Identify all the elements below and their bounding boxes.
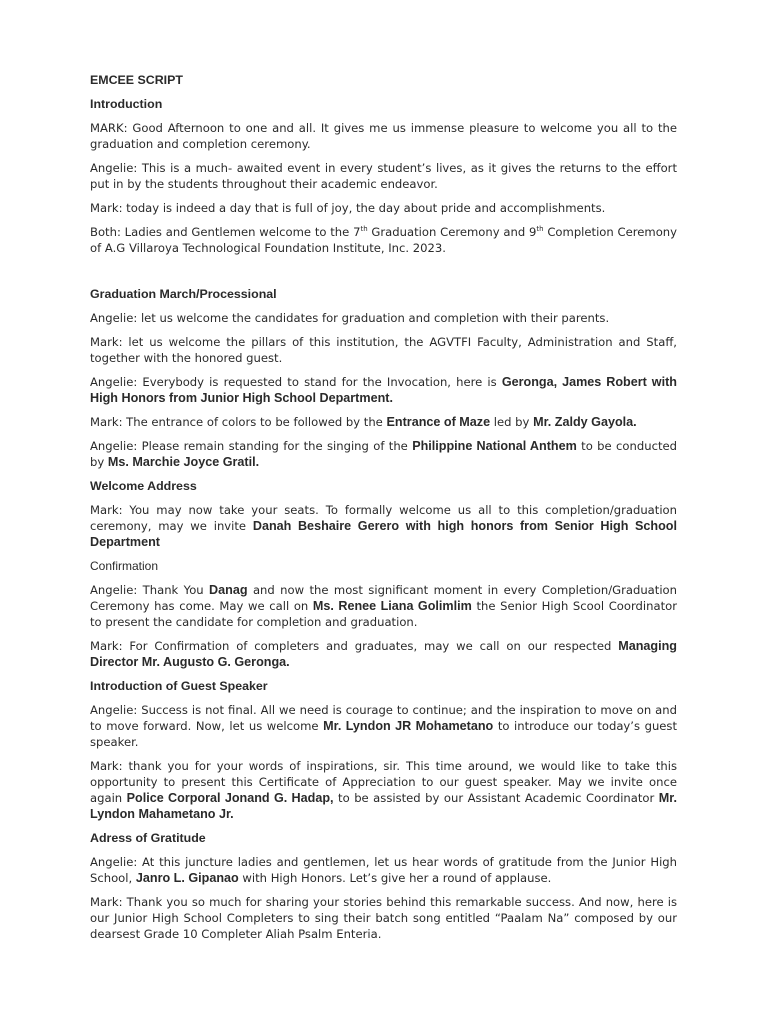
document-body — [90, 72, 677, 950]
text: Both: Ladies and Gentlemen welcome to the 7 — [90, 225, 361, 239]
emphasis: Philippine National Anthem — [412, 439, 577, 453]
section-heading-confirmation: Confirmation — [90, 559, 159, 573]
paragraph — [90, 224, 677, 256]
text: the Senior High Scool Coordinator to present the candidate for completion and graduation. — [90, 599, 677, 629]
emphasis: Police Corporal Jonand G. Hadap, — [126, 791, 334, 805]
paragraph — [90, 438, 677, 470]
text: Angelie: Please remain standing for the singing of the — [90, 439, 413, 453]
paragraph: Mark: Thank you so much for sharing your stories behind this remarkable success. And now, here is our Junior High School Completers to sing their batch song entitled “Paalam Na” composed by our dearsest Grade 10 Completer Aliah Psalm Enteria. — [90, 895, 677, 941]
text: Mark: thank you for your words of inspirations, sir. This time around, we would like to take this opportunity to present this Certificate of Appreciation to our guest speaker. May we invite once again — [90, 759, 677, 805]
emphasis: Ms. Renee Liana Golimlim — [312, 599, 472, 613]
paragraph — [90, 502, 677, 550]
paragraph: Mark: today is indeed a day that is full of joy, the day about pride and accomplishments. — [90, 201, 606, 215]
text: Angelie: Everybody is requested to stand for the Invocation, here is — [90, 375, 502, 389]
text: Angelie: Thank You — [90, 583, 210, 597]
text: led by — [490, 415, 534, 429]
section-heading-graduation-march: Graduation March/Processional — [90, 287, 277, 301]
paragraph: Mark: let us welcome the pillars of this institution, the AGVTFI Faculty, Administration and Staff, together with the honored guest. — [90, 335, 677, 365]
section-heading-address-of-gratitude: Adress of Gratitude — [90, 831, 206, 845]
text: to be assisted by our Assistant Academic Coordinator — [333, 791, 659, 805]
emphasis: Entrance of Maze — [386, 415, 491, 429]
superscript: th — [536, 225, 544, 234]
paragraph — [90, 702, 677, 750]
emphasis: Danah Beshaire Gerero with high honors from Senior High School Department — [90, 519, 677, 549]
text: Angelie: At this juncture ladies and gentlemen, let us hear words of gratitude from the Junior High School, — [90, 855, 677, 885]
paragraph — [90, 758, 677, 822]
paragraph — [90, 374, 677, 406]
paragraph — [90, 414, 677, 430]
superscript: th — [360, 225, 368, 234]
text: to be conducted by — [90, 439, 677, 469]
doc-title: EMCEE SCRIPT — [90, 73, 183, 87]
emphasis: Danag — [209, 583, 248, 597]
text: with High Honors. Let’s give her a round of applause. — [238, 871, 552, 885]
emphasis: Managing Director Mr. Augusto G. Geronga. — [90, 639, 677, 669]
emphasis: Mr. Lyndon Mahametano Jr. — [90, 791, 677, 821]
emphasis: Geronga, James Robert with High Honors from Junior High School Department. — [90, 375, 677, 405]
emphasis: Janro L. Gipanao — [135, 871, 239, 885]
paragraph — [90, 582, 677, 630]
section-heading-guest-speaker: Introduction of Guest Speaker — [90, 679, 268, 693]
text: Mark: You may now take your seats. To formally welcome us all to this completion/graduation ceremony, may we invite — [90, 503, 677, 533]
emphasis: Ms. Marchie Joyce Gratil. — [107, 455, 260, 469]
section-heading-welcome-address: Welcome Address — [90, 479, 197, 493]
text: and now the most significant moment in every Completion/Graduation Ceremony has come. May we call on — [90, 583, 677, 613]
paragraph: MARK: Good Afternoon to one and all. It gives me us immense pleasure to welcome you all to the graduation and completion ceremony. — [90, 121, 677, 151]
emphasis: Mr. Lyndon JR Mohametano — [323, 719, 494, 733]
paragraph: Angelie: let us welcome the candidates for graduation and completion with their parents. — [90, 311, 610, 325]
emphasis: Mr. Zaldy Gayola. — [533, 415, 637, 429]
paragraph: Angelie: This is a much- awaited event in every student’s lives, as it gives the returns to the effort put in by the students throughout their academic endeavor. — [90, 161, 677, 191]
text: Graduation Ceremony and 9 — [367, 225, 537, 239]
section-heading-introduction: Introduction — [90, 97, 163, 111]
text: Mark: For Confirmation of completers and graduates, may we call on our respected — [90, 639, 619, 653]
paragraph — [90, 638, 677, 670]
paragraph — [90, 854, 677, 886]
text: to introduce our today’s guest speaker. — [90, 719, 678, 749]
text: Mark: The entrance of colors to be followed by the — [90, 415, 387, 429]
text: Completion Ceremony of A.G Villaroya Technological Foundation Institute, Inc. 2023. — [90, 225, 678, 255]
text: Angelie: Success is not final. All we need is courage to continue; and the inspiration to move on and to move forward. Now, let us welcome — [90, 703, 677, 733]
